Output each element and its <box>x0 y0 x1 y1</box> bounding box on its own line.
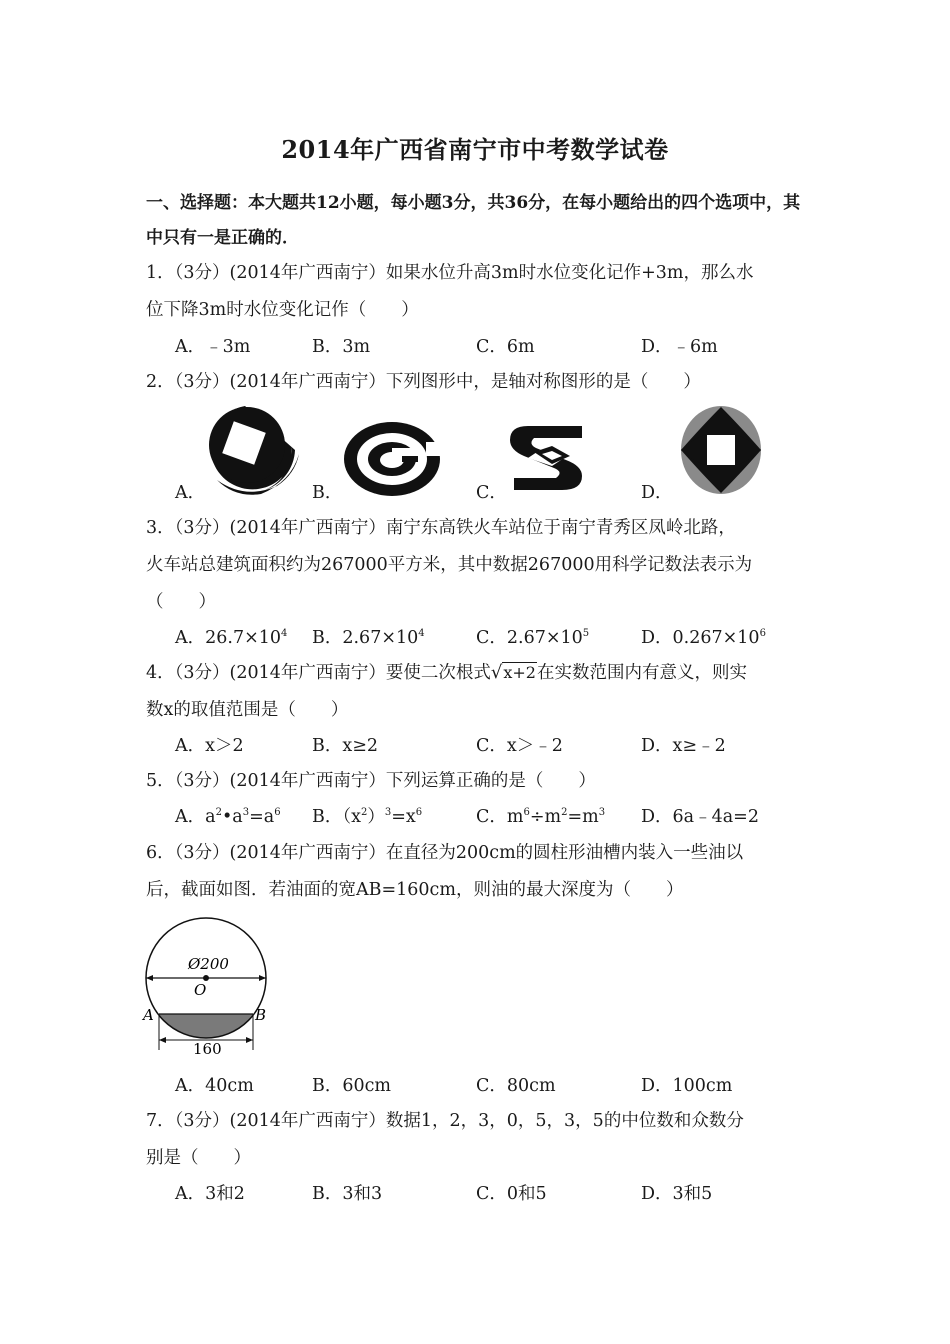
section-heading: 一、选择题：本大题共12小题，每小题3分，共36分，在每小题给出的四个选项中，其中只有一是正确的． <box>146 193 801 248</box>
q5-option-b: B．$(x^2)^3=x^6$ <box>312 807 423 827</box>
q7-option-b: B．3和3 <box>312 1184 383 1204</box>
q3-option-d: D．$0.267\times 10^6$ <box>641 628 766 648</box>
q3-option-c: C．$2.67\times 10^5$ <box>476 628 590 648</box>
q4-line2: 数x的取值范围是（ ） <box>146 700 349 720</box>
q7-option-d: D．3和5 <box>641 1184 713 1204</box>
point-b-label: B <box>255 1006 267 1024</box>
q2-option-c: C． <box>476 483 507 503</box>
q4-option-b: B．x≥2 <box>312 736 379 756</box>
q7-option-c: C．0和5 <box>476 1184 547 1204</box>
figure-c-rail-logo <box>504 420 589 496</box>
q3-line3: （ ） <box>146 592 216 612</box>
q7-line1: 7．（3分）(2014年广西南宁）数据1，2，3，0，5，3，5的中位数和众数分 <box>146 1111 744 1131</box>
q5-option-c: C．$m^6\div m^2=m^3$ <box>476 807 606 827</box>
q4-option-a: A．x＞2 <box>175 736 244 756</box>
q4-line1: 4．（3分）(2014年广西南宁）要使二次根式√x+2在实数范围内有意义，则实 <box>146 662 747 683</box>
q1-option-b: B．3m <box>312 337 371 357</box>
q1-line2: 位下降3m时水位变化记作（ ） <box>146 300 419 320</box>
q6-option-a: A．40cm <box>175 1076 254 1096</box>
q3-option-a: A．$26.7\times 10^4$ <box>175 628 288 648</box>
q2-option-b: B． <box>312 483 343 503</box>
q1-option-d: D．﹣6m <box>641 337 718 357</box>
center-label: O <box>194 981 207 999</box>
q6-option-c: C．80cm <box>476 1076 556 1096</box>
q2-option-a: A． <box>175 483 206 503</box>
figure-b-spiral-logo <box>342 420 442 498</box>
q2-line1: 2．（3分）(2014年广西南宁）下列图形中，是轴对称图形的是（ ） <box>146 372 701 392</box>
width-label: 160 <box>193 1040 222 1058</box>
q7-line2: 别是（ ） <box>146 1148 251 1168</box>
q5-option-a: A．$a^2•a^3=a^6$ <box>175 807 281 827</box>
q1-option-a: A．﹣3m <box>175 337 251 357</box>
page-title: 2014年广西省南宁市中考数学试卷 <box>281 135 669 164</box>
q3-line1: 3．（3分）(2014年广西南宁）南宁东高铁火车站位于南宁青秀区凤岭北路， <box>146 518 736 538</box>
q1-option-c: C．6m <box>476 337 535 357</box>
q6-option-d: D．100cm <box>641 1076 733 1096</box>
figure-a-coin-logo <box>205 402 300 497</box>
q2-option-d: D． <box>641 483 673 503</box>
q7-option-a: A．3和2 <box>175 1184 245 1204</box>
sqrt-expression: √x+2 <box>490 662 536 683</box>
figure-d-diamond-logo <box>679 405 763 495</box>
q6-line2: 后，截面如图．若油面的宽AB=160cm，则油的最大深度为（ ） <box>146 880 684 900</box>
q1-line1: 1．（3分）(2014年广西南宁）如果水位升高3m时水位变化记作+3m，那么水 <box>146 263 754 283</box>
q6-option-b: B．60cm <box>312 1076 392 1096</box>
figure-oil-tank-cross-section <box>140 914 275 1059</box>
q4-option-d: D．x≥﹣2 <box>641 736 726 756</box>
point-a-label: A <box>143 1006 154 1024</box>
q5-line1: 5．（3分）(2014年广西南宁）下列运算正确的是（ ） <box>146 771 596 791</box>
q6-line1: 6．（3分）(2014年广西南宁）在直径为200cm的圆柱形油槽内装入一些油以 <box>146 843 744 863</box>
diameter-label: Ø200 <box>188 955 229 973</box>
q3-option-b: B．$2.67\times 10^4$ <box>312 628 425 648</box>
q5-option-d: D．6a﹣4a=2 <box>641 807 759 827</box>
q4-option-c: C．x＞﹣2 <box>476 736 563 756</box>
q3-line2: 火车站总建筑面积约为267000平方米，其中数据267000用科学记数法表示为 <box>146 555 753 575</box>
